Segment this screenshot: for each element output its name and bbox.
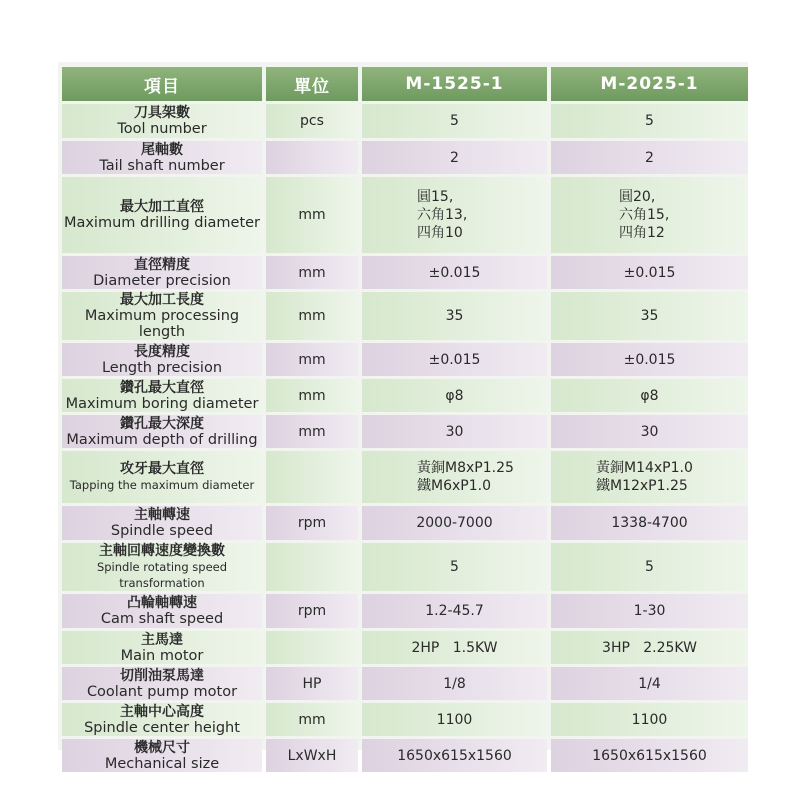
item-en: Cam shaft speed	[100, 611, 224, 627]
model-2-value: 1-30	[551, 594, 748, 628]
item-en: Maximum depth of drilling	[66, 431, 258, 448]
unit-cell	[266, 543, 358, 591]
model-1-value: 2000-7000	[362, 506, 547, 540]
model-2-value: φ8	[551, 379, 748, 412]
item-cell	[62, 631, 262, 664]
item-zh: 直徑精度	[134, 256, 190, 273]
item-zh: 鑽孔最大直徑	[120, 379, 204, 396]
table-row	[62, 415, 748, 448]
header-model-2: M-2025-1	[551, 67, 748, 101]
table-row	[62, 739, 748, 772]
item-cell	[62, 739, 262, 772]
model-1-value: 1100	[362, 703, 547, 736]
model-2-value: 30	[551, 415, 748, 448]
table-row	[62, 256, 748, 289]
item-zh: 機械尺寸	[134, 739, 190, 756]
item-en: Maximum boring diameter	[65, 395, 259, 412]
model-2-value: ±0.015	[551, 256, 748, 289]
model-1-value: 35	[362, 292, 547, 340]
model-2-value: 5	[551, 104, 748, 138]
header-row	[62, 67, 748, 101]
model-1-value: ±0.015	[362, 343, 547, 376]
item-cell	[62, 543, 262, 591]
model-2-value: 圓20, 六角15, 四角12	[551, 177, 748, 253]
item-zh: 切削油泵馬達	[120, 667, 204, 684]
model-1-value: ±0.015	[362, 256, 547, 289]
item-zh: 刀具架數	[134, 105, 190, 121]
model-2-value: 1/4	[551, 667, 748, 700]
item-zh: 主馬達	[141, 631, 183, 648]
item-cell	[62, 177, 262, 253]
item-en: Length precision	[101, 359, 223, 376]
model-1-value: 5	[362, 104, 547, 138]
item-zh: 鑽孔最大深度	[120, 415, 204, 432]
model-2-value: 2	[551, 141, 748, 174]
item-cell	[62, 343, 262, 376]
table-row	[62, 667, 748, 700]
item-cell	[62, 256, 262, 289]
item-en: Maximum processing length	[84, 308, 240, 340]
unit-cell: rpm	[266, 506, 358, 540]
unit-cell: mm	[266, 177, 358, 253]
item-en: Main motor	[120, 647, 204, 664]
model-1-value: φ8	[362, 379, 547, 412]
item-cell	[62, 141, 262, 174]
item-en: Tapping the maximum diameter	[69, 478, 255, 492]
table-row	[62, 543, 748, 591]
table-row	[62, 177, 748, 253]
item-cell	[62, 451, 262, 503]
model-2-value: 1100	[551, 703, 748, 736]
item-zh: 攻牙最大直徑	[120, 461, 204, 477]
table-row	[62, 506, 748, 540]
unit-cell: LxWxH	[266, 739, 358, 772]
item-en: Spindle rotating speed transformation	[96, 560, 228, 590]
item-en: Spindle center height	[84, 719, 240, 736]
item-cell	[62, 594, 262, 628]
unit-cell: rpm	[266, 594, 358, 628]
table-row	[62, 594, 748, 628]
item-cell	[62, 667, 262, 700]
item-cell	[62, 292, 262, 340]
item-en: Diameter precision	[93, 272, 231, 289]
item-en: Mechanical size	[104, 755, 220, 772]
table-row	[62, 343, 748, 376]
item-zh: 長度精度	[134, 343, 190, 360]
item-zh: 最大加工長度	[120, 292, 204, 308]
table-row	[62, 631, 748, 664]
model-1-value: 1/8	[362, 667, 547, 700]
model-1-value: 黃銅M8xP1.25 鐵M6xP1.0	[362, 451, 547, 503]
unit-cell: mm	[266, 379, 358, 412]
unit-cell: mm	[266, 703, 358, 736]
table-row	[62, 379, 748, 412]
table-row	[62, 141, 748, 174]
item-zh: 最大加工直徑	[120, 199, 204, 215]
model-2-value: ±0.015	[551, 343, 748, 376]
table-row	[62, 451, 748, 503]
item-zh: 主軸回轉速度變換數	[99, 543, 225, 559]
unit-cell: mm	[266, 292, 358, 340]
item-cell	[62, 104, 262, 138]
spec-table	[58, 64, 752, 775]
unit-cell: mm	[266, 256, 358, 289]
item-en: Tool number	[117, 121, 207, 137]
model-2-value: 5	[551, 543, 748, 591]
item-cell	[62, 703, 262, 736]
unit-cell: mm	[266, 343, 358, 376]
item-en: Tail shaft number	[99, 157, 225, 174]
item-cell	[62, 379, 262, 412]
model-1-value: 2	[362, 141, 547, 174]
model-1-value: 圓15, 六角13, 四角10	[362, 177, 547, 253]
item-zh: 尾軸數	[141, 141, 183, 158]
item-en: Maximum drilling diameter	[63, 215, 261, 231]
table-row	[62, 104, 748, 138]
item-cell	[62, 415, 262, 448]
item-zh: 主軸中心高度	[120, 703, 204, 720]
table-row	[62, 292, 748, 340]
model-2-value: 35	[551, 292, 748, 340]
model-2-value: 1650x615x1560	[551, 739, 748, 772]
unit-cell	[266, 631, 358, 664]
model-1-value: 5	[362, 543, 547, 591]
header-item: 項目	[62, 67, 262, 101]
unit-cell: mm	[266, 415, 358, 448]
unit-cell: HP	[266, 667, 358, 700]
unit-cell	[266, 141, 358, 174]
item-cell	[62, 506, 262, 540]
header-model-1: M-1525-1	[362, 67, 547, 101]
table-row	[62, 703, 748, 736]
item-en: Coolant pump motor	[86, 683, 238, 700]
unit-cell	[266, 451, 358, 503]
model-2-value: 黃銅M14xP1.0 鐵M12xP1.25	[551, 451, 748, 503]
model-1-value: 30	[362, 415, 547, 448]
unit-cell: pcs	[266, 104, 358, 138]
model-1-value: 2HP 1.5KW	[362, 631, 547, 664]
header-unit: 單位	[266, 67, 358, 101]
item-zh: 凸輪軸轉速	[127, 595, 197, 611]
model-1-value: 1650x615x1560	[362, 739, 547, 772]
model-2-value: 3HP 2.25KW	[551, 631, 748, 664]
item-zh: 主軸轉速	[134, 507, 190, 523]
item-en: Spindle speed	[110, 523, 214, 539]
model-2-value: 1338-4700	[551, 506, 748, 540]
model-1-value: 1.2-45.7	[362, 594, 547, 628]
